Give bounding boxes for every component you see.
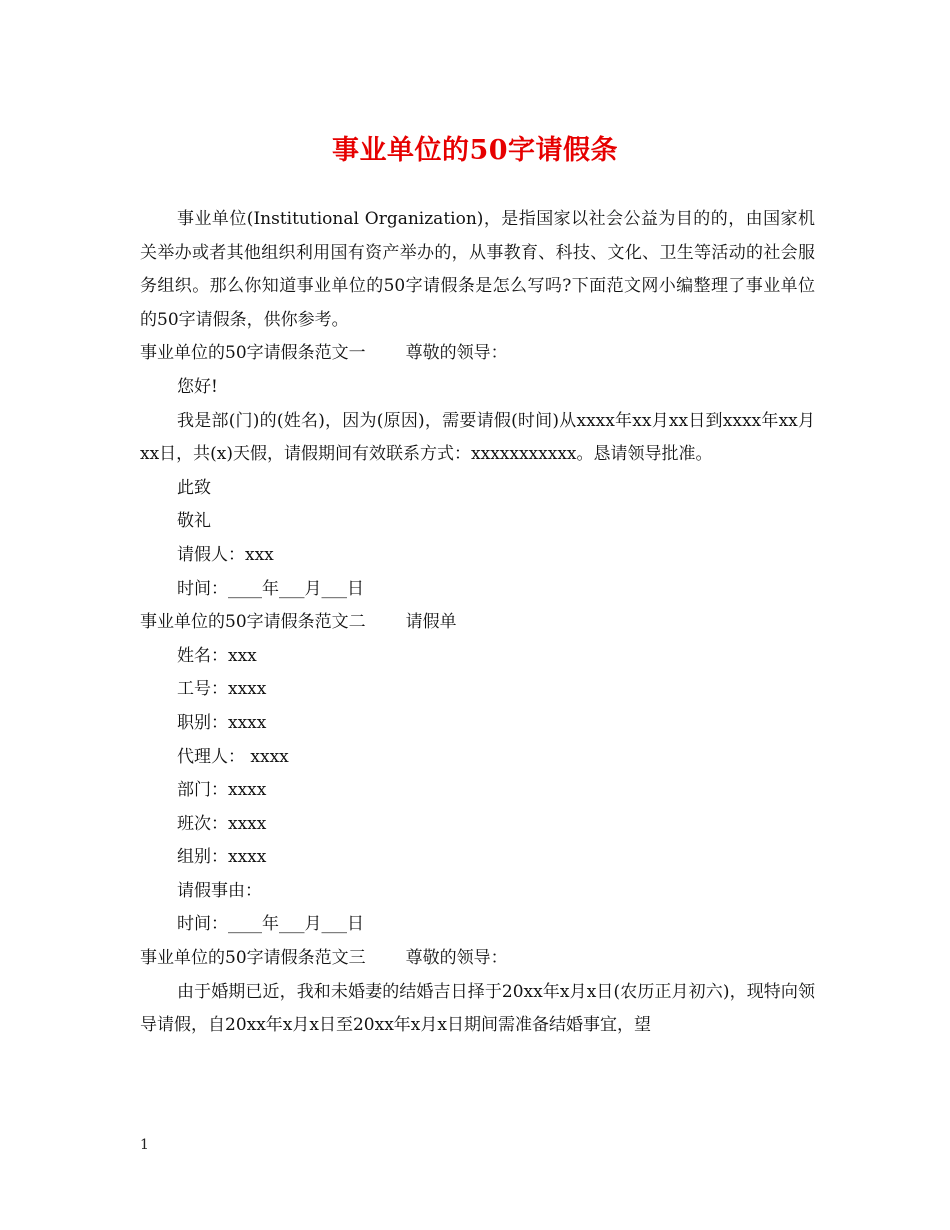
sample2-heading-line xyxy=(140,606,815,640)
sample3-body: 由于婚期已近，我和未婚妻的结婚吉日择于20xx年x月x日(农历正月初六)，现特向领导请假，自20xx年x月x日至20xx年x月x日期间需准备结婚事宜，望 xyxy=(140,981,815,1036)
sample2-heading: 事业单位的50字请假条范文二 xyxy=(140,612,366,633)
sample2-field-shift: 班次：xxxx xyxy=(177,813,267,834)
sample1-greeting: 您好! xyxy=(177,376,218,397)
sample2-field-name: 姓名：xxx xyxy=(177,645,257,666)
document-body xyxy=(140,203,815,1043)
sample2-form-title: 请假单 xyxy=(405,612,457,633)
sample3-salutation: 尊敬的领导： xyxy=(405,948,508,969)
sample1-body: 我是部(门)的(姓名)，因为(原因)，需要请假(时间)从xxxx年xx月xx日到xxxx年xx月xx日，共(x)天假，请假期间有效联系方式：xxxxxxxxxxx。恳请领导批准。 xyxy=(140,410,815,465)
document-title: 事业单位的50字请假条 xyxy=(331,135,619,166)
sample2-field-id: 工号：xxxx xyxy=(177,679,267,700)
sample2-field-reason: 请假事由： xyxy=(177,880,262,901)
sample3-heading-line xyxy=(140,942,815,976)
sample2-field-group: 组别：xxxx xyxy=(177,847,267,868)
sample2-field-agent: 代理人： xxxx xyxy=(177,746,289,767)
sample1-heading-line xyxy=(140,337,815,371)
sample1-applicant: 请假人：xxx xyxy=(177,544,274,565)
sample3-heading: 事业单位的50字请假条范文三 xyxy=(140,948,366,969)
sample2-field-time: 时间：____年___月___日 xyxy=(177,914,364,935)
sample1-salutation: 尊敬的领导： xyxy=(405,343,508,364)
page-number: 1 xyxy=(140,1137,149,1153)
sample1-heading: 事业单位的50字请假条范文一 xyxy=(140,343,366,364)
sample1-closing2: 敬礼 xyxy=(177,511,211,532)
sample2-field-position: 职别：xxxx xyxy=(177,712,267,733)
sample1-closing1: 此致 xyxy=(177,477,211,498)
sample2-field-department: 部门：xxxx xyxy=(177,780,267,801)
intro-paragraph: 事业单位(Institutional Organization)，是指国家以社会公益为目的的，由国家机关举办或者其他组织利用国有资产举办的，从事教育、科技、文化、卫生等活动的社会服务组织。那么你知道事业单位的50字请假条是怎么写吗?下面范文网小编整理了事业单位的50字请假条，供你参考。 xyxy=(140,209,815,330)
sample1-time: 时间：____年___月___日 xyxy=(177,578,364,599)
